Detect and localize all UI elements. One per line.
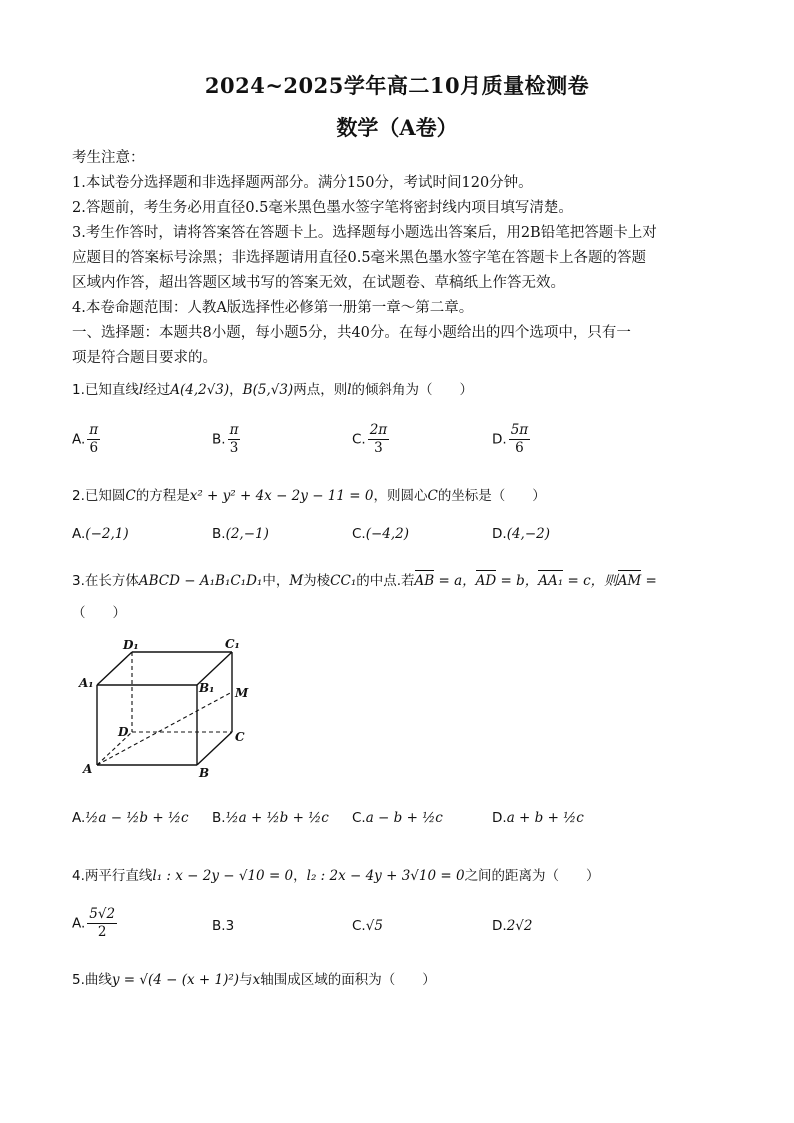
q3-option-b[interactable]: B.½a + ½b + ½c: [212, 810, 329, 826]
notice-item-2: 2.答题前，考生务必用直径0.5毫米黑色墨水签字笔将密封线内项目填写清楚。: [72, 200, 573, 216]
q2-option-d[interactable]: D.(4,−2): [492, 526, 551, 542]
notice-item-3-cont: 应题目的答案标号涂黑；非选择题请用直径0.5毫米黑色墨水签字笔在答题卡上各题的答题: [72, 250, 647, 266]
q1-option-b[interactable]: B. $\frac{\pi}{3}$: [212, 422, 239, 456]
question-5: 5.曲线y = √(4 − (x + 1)²)与x轴围成区域的面积为（ ）: [72, 972, 436, 988]
exam-subtitle: 数学（A卷）: [336, 115, 458, 140]
label-a1: A₁: [79, 676, 94, 690]
q4-option-c[interactable]: C.√5: [352, 918, 383, 934]
q2-option-a[interactable]: A.(−2,1): [72, 526, 129, 542]
section-heading: 一、选择题：本题共8小题，每小题5分，共40分。在每小题给出的四个选项中，只有一: [72, 325, 631, 341]
section-heading-cont: 项是符合题目要求的。: [72, 350, 217, 366]
cuboid-figure: [75, 635, 255, 785]
label-b1: B₁: [199, 681, 215, 695]
q4-option-d[interactable]: D.2√2: [492, 918, 533, 934]
q1-option-c[interactable]: C. $\frac{2\pi}{3}$: [352, 422, 388, 456]
label-c: C: [235, 730, 245, 744]
notice-item-3: 3.考生作答时，请将答案答在答题卡上。选择题每小题选出答案后，用2B铅笔把答题卡上对: [72, 225, 657, 241]
q1-option-a[interactable]: A. $\frac{\pi}{6}$: [72, 422, 99, 456]
notice-heading: 考生注意：: [72, 150, 145, 166]
label-d1: D₁: [123, 638, 139, 652]
q4-option-b[interactable]: B.3: [212, 918, 235, 934]
edge-a1d1: [97, 652, 132, 685]
label-c1: C₁: [225, 637, 240, 651]
q2-option-b[interactable]: B.(2,−1): [212, 526, 269, 542]
question-4: 4.两平行直线l₁ : x − 2y − √10 = 0，l₂ : 2x − 4y + 3√10 = 0之间的距离为（ ）: [72, 868, 600, 884]
notice-item-4: 4.本卷命题范围：人教A版选择性必修第一册第一章～第二章。: [72, 300, 474, 316]
notice-item-1: 1.本试卷分选择题和非选择题两部分。满分150分，考试时间120分钟。: [72, 175, 533, 191]
q3-option-c[interactable]: C.a − b + ½c: [352, 810, 443, 826]
label-a: A: [83, 762, 93, 776]
label-d: D: [118, 725, 129, 739]
q3-option-a[interactable]: A.½a − ½b + ½c: [72, 810, 189, 826]
question-1: 1.已知直线l经过A(4,2√3)，B(5,√3)两点，则l的倾斜角为（ ）: [72, 382, 474, 398]
label-b: B: [199, 766, 210, 780]
label-m: M: [235, 686, 249, 700]
notice-item-3-cont2: 区域内作答，超出答题区域书写的答案无效，在试题卷、草稿纸上作答无效。: [72, 275, 565, 291]
exam-title: 2024~2025学年高二10月质量检测卷: [204, 73, 590, 98]
q4-option-a[interactable]: A. $\frac{5√2}{2}$: [72, 906, 116, 940]
edge-bc: [197, 732, 232, 765]
question-3-paren: （ ）: [72, 605, 126, 621]
question-3: 3.在长方体ABCD − A₁B₁C₁D₁中，M为棱CC₁的中点.若AB = a，AD = b，AA₁ = c，则AM =: [72, 573, 657, 589]
q2-option-c[interactable]: C.(−4,2): [352, 526, 410, 542]
q1-option-d[interactable]: D. $\frac{5\pi}{6}$: [492, 422, 529, 456]
question-2: 2.已知圆C的方程是x² + y² + 4x − 2y − 11 = 0，则圆心C的坐标是（ ）: [72, 488, 546, 504]
q3-option-d[interactable]: D.a + b + ½c: [492, 810, 584, 826]
